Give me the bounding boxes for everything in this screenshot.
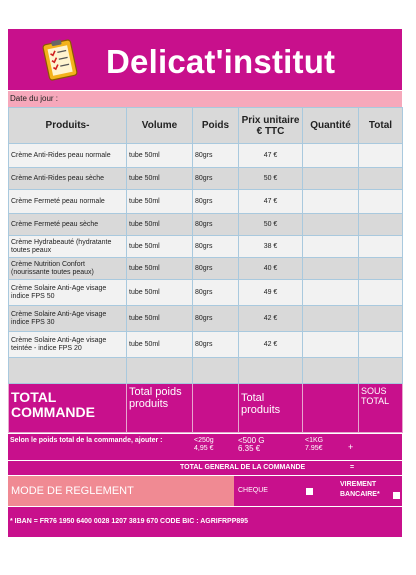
product-weight: 80grs [193, 214, 239, 236]
page-title: Delicat'institut [106, 43, 336, 80]
cheque-checkbox[interactable] [306, 488, 313, 495]
product-volume: tube 50ml [127, 306, 193, 332]
product-price: 49 € [239, 280, 303, 306]
virement-checkbox[interactable] [393, 492, 400, 499]
total-poids-value [193, 384, 239, 433]
shipping-tier-500: <500 G 6.35 € [238, 436, 265, 453]
shipping-tier-250: <250g 4,95 € [194, 437, 214, 452]
table-row [9, 144, 403, 168]
product-price: 42 € [239, 332, 303, 358]
shipping-label: Selon le poids total de la commande, ajouter : [10, 437, 163, 444]
row-total [359, 190, 403, 214]
product-price: 40 € [239, 258, 303, 280]
quantity-input[interactable] [303, 306, 359, 332]
quantity-input[interactable] [303, 144, 359, 168]
payment-cheque-option[interactable]: CHEQUE [238, 487, 268, 494]
product-weight: 80grs [193, 190, 239, 214]
table-row [9, 332, 403, 358]
product-price: 38 € [239, 236, 303, 258]
product-price: 50 € [239, 168, 303, 190]
total-produits-label: Total produits [239, 384, 303, 433]
quantity-input[interactable] [303, 214, 359, 236]
iban-row [8, 506, 402, 537]
column-header-produits: Produits- [9, 108, 127, 144]
table-row-blank [9, 358, 403, 384]
product-weight: 80grs [193, 258, 239, 280]
column-header-poids: Poids [193, 108, 239, 144]
quantity-input[interactable] [303, 332, 359, 358]
product-name: Crème Fermeté peau normale [9, 190, 127, 214]
product-price: 47 € [239, 190, 303, 214]
column-header-quantite: Quantité [303, 108, 359, 144]
quantity-input[interactable] [303, 358, 359, 384]
row-total [359, 332, 403, 358]
date-label: Date du jour : [10, 94, 59, 103]
row-total [359, 168, 403, 190]
product-volume: tube 50ml [127, 168, 193, 190]
product-name: Crème Solaire Anti-Age visage teintée - indice FPS 20 [9, 332, 127, 358]
form-header [8, 29, 402, 90]
total-produits-value [303, 384, 359, 433]
quantity-input[interactable] [303, 280, 359, 306]
shipping-tier-1kg: <1KG 7.95€ [305, 437, 324, 452]
row-total [359, 144, 403, 168]
product-name: Crème Anti-Rides peau sèche [9, 168, 127, 190]
column-header-prix: Prix unitaire € TTC [239, 108, 303, 144]
product-weight: 80grs [193, 168, 239, 190]
table-row [9, 190, 403, 214]
quantity-input[interactable] [303, 190, 359, 214]
product-price: 42 € [239, 306, 303, 332]
row-total [359, 306, 403, 332]
iban-text: * IBAN = FR76 1950 6400 0028 1207 3819 670 CODE BIC : AGRIFRPP895 [10, 518, 249, 525]
table-row [9, 306, 403, 332]
quantity-input[interactable] [303, 258, 359, 280]
product-price: 50 € [239, 214, 303, 236]
row-total [359, 258, 403, 280]
product-name: Crème Solaire Anti-Age visage indice FPS 30 [9, 306, 127, 332]
shipping-row [8, 433, 402, 460]
product-weight: 80grs [193, 332, 239, 358]
table-row [9, 214, 403, 236]
product-price: 47 € [239, 144, 303, 168]
quantity-input[interactable] [303, 168, 359, 190]
product-name: Crème Anti-Rides peau normale [9, 144, 127, 168]
totals-row [9, 384, 403, 433]
product-name: Crème Nutrition Confort (nourissante toutes peaux) [9, 258, 127, 280]
product-volume: tube 50ml [127, 332, 193, 358]
column-header-total: Total [359, 108, 403, 144]
table-row [9, 168, 403, 190]
product-name: Crème Solaire Anti-Age visage indice FPS 50 [9, 280, 127, 306]
table-row [9, 258, 403, 280]
product-volume: tube 50ml [127, 236, 193, 258]
product-volume: tube 50ml [127, 214, 193, 236]
table-row [9, 236, 403, 258]
product-name: Crème Fermeté peau sèche [9, 214, 127, 236]
general-total-label: TOTAL GENERAL DE LA COMMANDE [180, 464, 306, 471]
sous-total-label: SOUS TOTAL [359, 384, 403, 433]
product-weight: 80grs [193, 306, 239, 332]
product-weight: 80grs [193, 144, 239, 168]
general-total-equals: = [350, 464, 355, 471]
product-volume: tube 50ml [127, 280, 193, 306]
general-total-row [8, 460, 402, 475]
shipping-plus: + [348, 442, 354, 452]
payment-row [8, 475, 402, 506]
table-row [9, 280, 403, 306]
product-name: Crème Hydrabeauté (hydratante toutes peaux [9, 236, 127, 258]
payment-virement-option[interactable]: VIREMENT BANCAIRE* [340, 481, 380, 498]
date-field[interactable] [8, 90, 402, 107]
table-header-row [9, 108, 403, 144]
product-volume: tube 50ml [127, 144, 193, 168]
total-commande-label: TOTAL COMMANDE [9, 384, 127, 433]
row-total [359, 214, 403, 236]
quantity-input[interactable] [303, 236, 359, 258]
clipboard-checklist-icon [42, 38, 80, 82]
product-volume: tube 50ml [127, 258, 193, 280]
row-total [359, 236, 403, 258]
product-weight: 80grs [193, 236, 239, 258]
order-form [8, 29, 402, 537]
total-poids-label: Total poids produits [127, 384, 193, 433]
products-table [8, 107, 403, 433]
product-volume: tube 50ml [127, 190, 193, 214]
payment-label: MODE DE REGLEMENT [8, 476, 234, 506]
row-total [359, 280, 403, 306]
product-weight: 80grs [193, 280, 239, 306]
column-header-volume: Volume [127, 108, 193, 144]
